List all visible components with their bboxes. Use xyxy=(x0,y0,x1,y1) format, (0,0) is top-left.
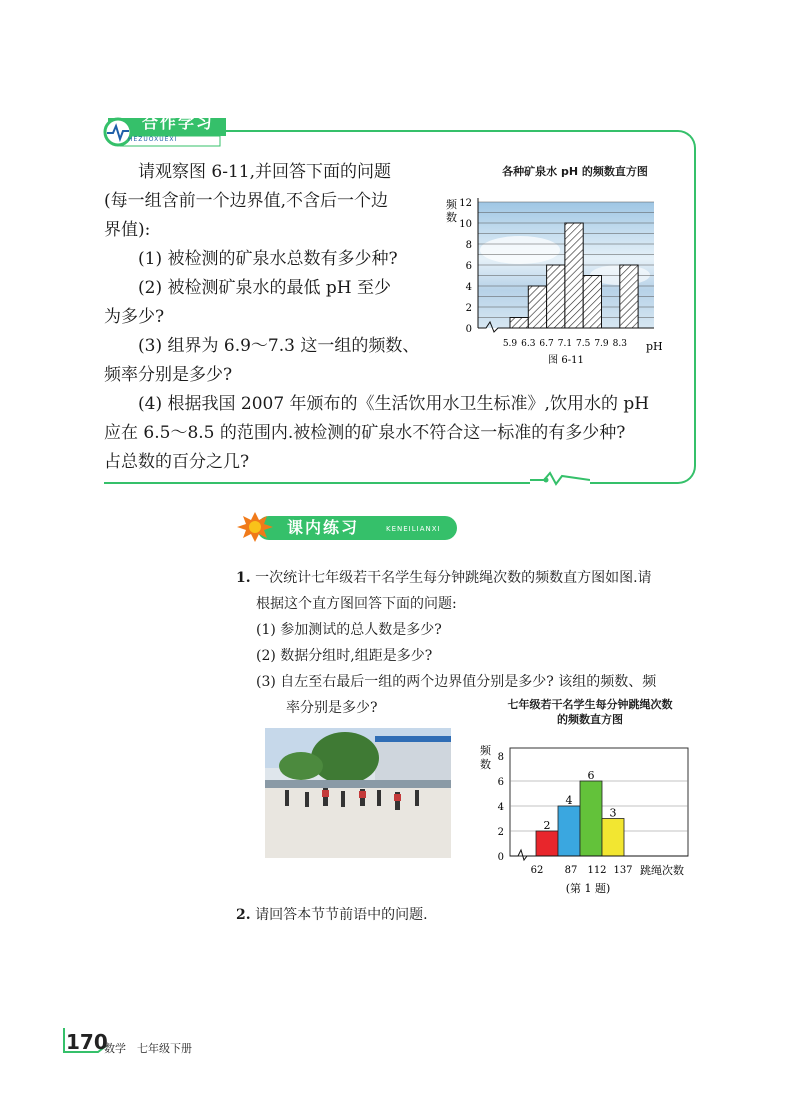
ph-ylabel-2: 数 xyxy=(446,211,457,224)
q1-sub: (3) 自左至右最后一组的两个边界值分别是多少? 该组的频数、频 xyxy=(256,674,657,690)
coop-line: (4) 根据我国 2007 年颁布的《生活饮用水卫生标准》,饮用水的 pH xyxy=(138,394,650,414)
rope-ylabel-1: 频 xyxy=(480,744,491,757)
rope-ytick: 4 xyxy=(497,802,504,813)
practice-q2 xyxy=(236,902,696,928)
q1-line: 根据这个直方图回答下面的问题: xyxy=(256,596,457,612)
q2-number: 2. xyxy=(236,907,251,923)
q1-number: 1. xyxy=(236,570,251,586)
cloud xyxy=(480,236,560,264)
rope-histogram xyxy=(470,740,700,900)
rope-xlabel: 跳绳次数 xyxy=(640,864,684,877)
coop-line: (每一组含前一个边界值,不含后一个边 xyxy=(104,191,389,211)
ph-bar xyxy=(583,276,601,329)
coop-line: (1) 被检测的矿泉水总数有多少种? xyxy=(138,249,398,269)
q1-sub: 率分别是多少? xyxy=(286,700,378,716)
coop-subtitle: HEZUOXUEXI xyxy=(128,136,178,143)
ph-ytick: 12 xyxy=(459,198,472,209)
rope-chart-title-1: 七年级若干名学生每分钟跳绳次数 xyxy=(507,698,673,711)
ph-bar xyxy=(510,318,528,329)
rope-ytick: 2 xyxy=(497,827,504,838)
coop-line: (3) 组界为 6.9～7.3 这一组的频数、 xyxy=(138,336,420,356)
ph-xlabel: pH xyxy=(646,340,663,353)
rope-chart-title xyxy=(480,697,700,727)
rope-caption: (第 1 题) xyxy=(565,882,611,895)
coop-line: 为多少? xyxy=(104,307,165,327)
q1-sub: (2) 数据分组时,组距是多少? xyxy=(256,648,433,664)
ph-ylabel-1: 频 xyxy=(446,198,457,211)
ph-ytick: 10 xyxy=(459,219,472,230)
rope-xtick: 87 xyxy=(564,865,578,876)
ph-xtick: 6.3 xyxy=(521,339,536,349)
coop-line: (2) 被检测矿泉水的最低 pH 至少 xyxy=(138,278,391,298)
practice-subtitle: KENEILIANXI xyxy=(386,525,441,533)
coop-title: 合作学习 xyxy=(142,113,215,132)
ph-bar xyxy=(547,265,565,328)
ph-xtick: 8.3 xyxy=(612,339,627,349)
rope-xtick: 112 xyxy=(587,865,607,876)
ph-chart-title: 各种矿泉水 pH 的频数直方图 xyxy=(502,165,648,178)
rope-bar-label: 4 xyxy=(565,794,573,807)
coop-line: 请观察图 6-11,并回答下面的问题 xyxy=(138,162,391,182)
coop-questions xyxy=(104,158,434,390)
ph-ytick: 0 xyxy=(465,324,472,335)
ph-xtick: 7.9 xyxy=(594,339,609,349)
ph-xtick: 7.1 xyxy=(557,339,573,349)
ph-ytick: 6 xyxy=(465,261,472,272)
rope-xtick: 62 xyxy=(530,865,544,876)
q1-sub: (1) 参加测试的总人数是多少? xyxy=(256,622,442,638)
q2-text: 请回答本节节前语中的问题. xyxy=(255,907,428,923)
rope-bar xyxy=(602,819,624,857)
ph-bar xyxy=(620,265,638,328)
rope-xtick: 137 xyxy=(613,865,633,876)
page-number: 170 xyxy=(66,1030,108,1054)
coop-question-4 xyxy=(104,390,694,477)
ph-bar xyxy=(528,286,546,328)
coop-line: 应在 6.5～8.5 的范围内.被检测的矿泉水不符合这一标准的有多少种? xyxy=(104,423,626,443)
rope-ytick: 0 xyxy=(497,852,504,863)
practice-title: 课内练习 xyxy=(287,518,360,537)
ph-xtick: 5.9 xyxy=(502,339,518,349)
ph-ytick: 2 xyxy=(465,303,472,314)
coop-line: 占总数的百分之几? xyxy=(104,452,250,472)
rope-bar-label: 3 xyxy=(609,806,617,820)
ph-xtick: 6.7 xyxy=(539,339,554,349)
ph-bar xyxy=(565,223,583,328)
rope-bar-label: 2 xyxy=(543,819,551,832)
rope-bar-label: 6 xyxy=(587,769,595,782)
rope-bar xyxy=(558,806,580,856)
ph-caption: 图 6-11 xyxy=(548,355,584,366)
rope-bar xyxy=(580,781,602,856)
rope-chart-title-2: 的频数直方图 xyxy=(557,713,623,726)
rope-ylabel-2: 数 xyxy=(480,758,491,771)
rope-bar xyxy=(536,831,558,856)
book-title: 数学 七年级下册 xyxy=(104,1042,192,1055)
ph-ytick: 4 xyxy=(465,282,472,293)
ph-ytick: 8 xyxy=(465,240,472,251)
rope-ytick: 8 xyxy=(497,752,504,763)
ph-xtick: 7.5 xyxy=(576,339,591,349)
coop-line: 界值): xyxy=(104,220,151,240)
coop-line: 频率分别是多少? xyxy=(104,365,233,385)
rope-ytick: 6 xyxy=(497,777,504,788)
q1-line: 一次统计七年级若干名学生每分钟跳绳次数的频数直方图如图.请 xyxy=(255,570,652,586)
rope-skipping-photo xyxy=(265,728,451,858)
ph-histogram xyxy=(440,180,680,370)
